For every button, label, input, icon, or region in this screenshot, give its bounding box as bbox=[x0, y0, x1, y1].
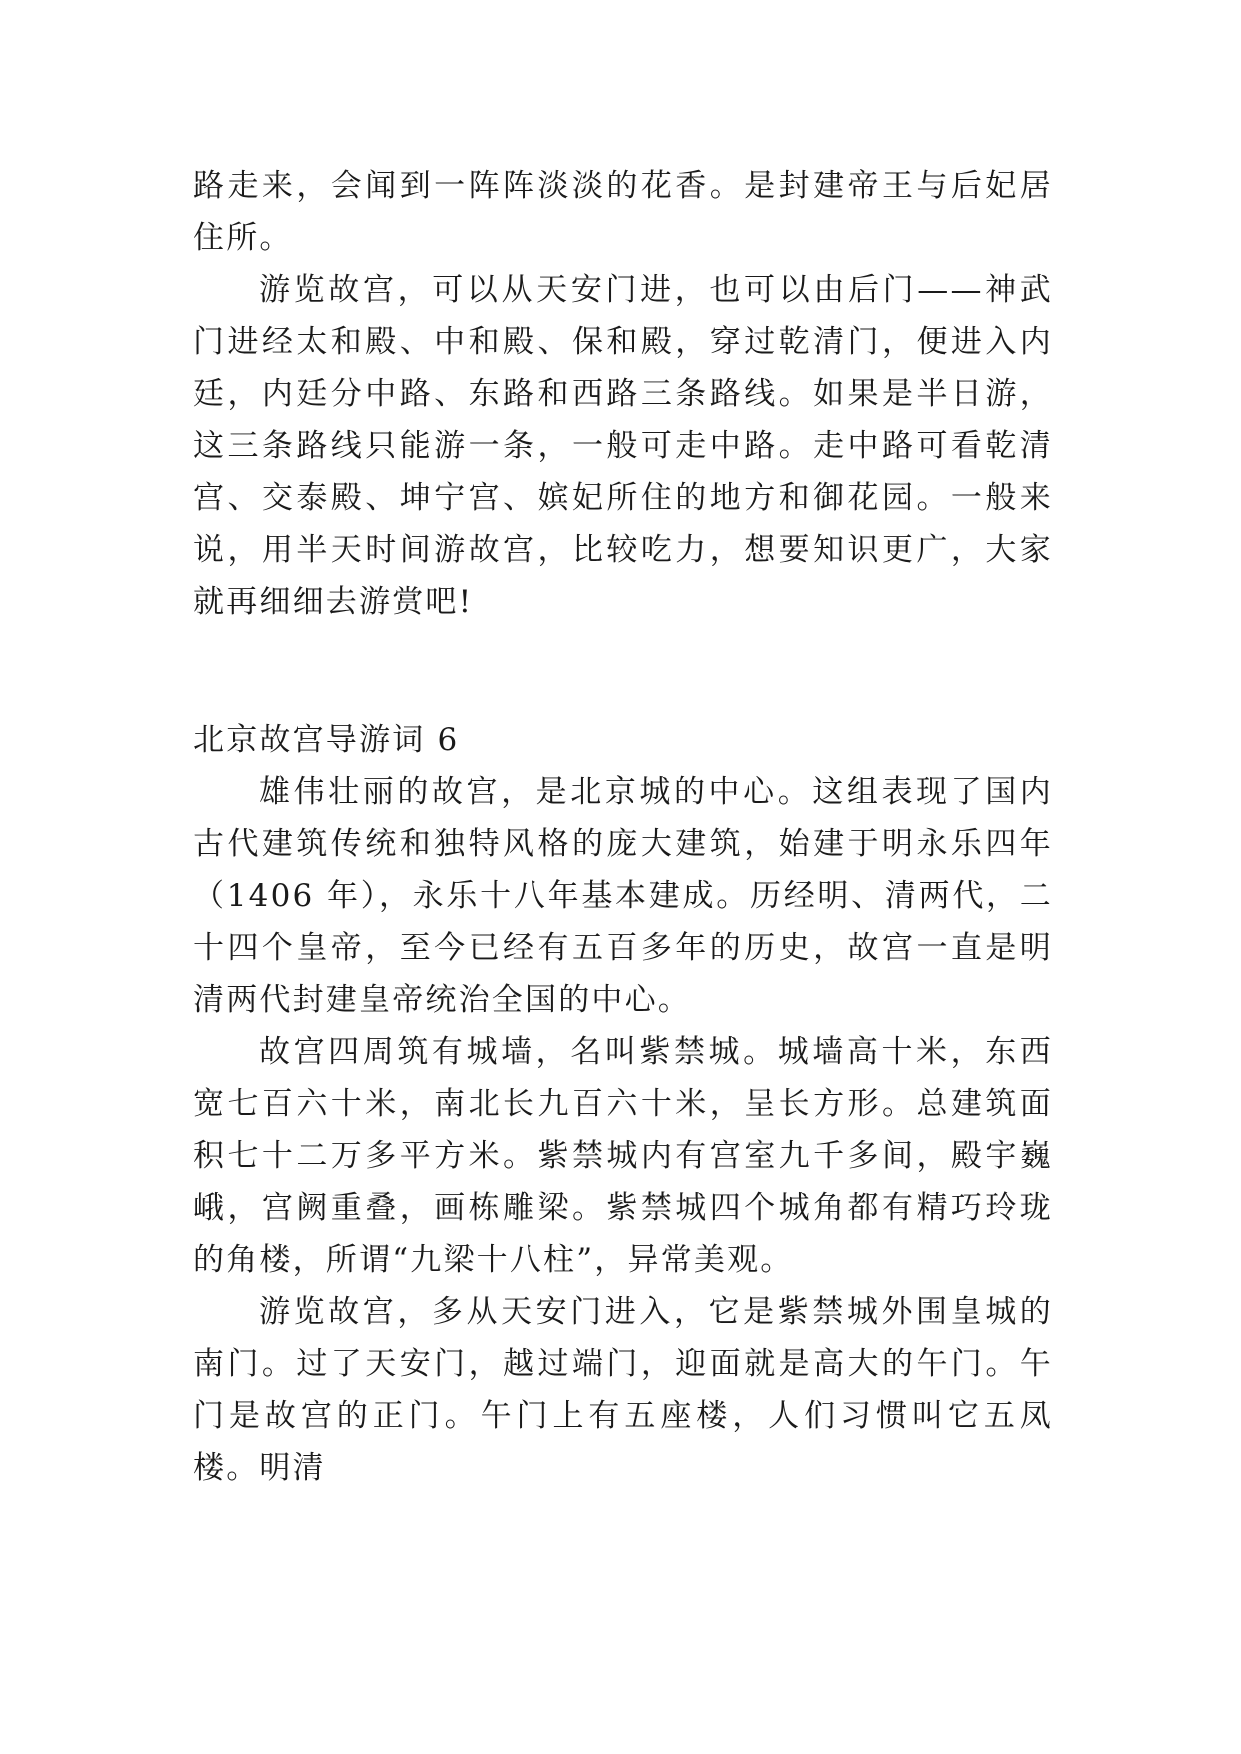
section-heading: 北京故宫导游词 6 bbox=[193, 722, 460, 758]
paragraph-intro: 雄伟壮丽的故宫，是北京城的中心。这组表现了国内古代建筑传统和独特风格的庞大建筑，始建于明永乐四年（1406 年），永乐十八年基本建成。历经明、清两代，二十四个皇帝，至今已经有五百多年的历史，故宫一直是明清两代封建皇帝统治全国的中心。 bbox=[193, 774, 1053, 1018]
continuation-paragraph: 路走来，会闻到一阵阵淡淡的花香。是封建帝王与后妃居住所。 bbox=[193, 168, 1053, 256]
section-guide-6 bbox=[193, 714, 1053, 1494]
paragraph-entrance: 游览故宫，多从天安门进入，它是紫禁城外围皇城的南门。过了天安门，越过端门，迎面就是高大的午门。午门是故宫的正门。午门上有五座楼，人们习惯叫它五凤楼。明清 bbox=[193, 1294, 1053, 1486]
paragraph-walls: 故宫四周筑有城墙，名叫紫禁城。城墙高十米，东西宽七百六十米，南北长九百六十米，呈长方形。总建筑面积七十二万多平方米。紫禁城内有宫室九千多间，殿宇巍峨，宫阙重叠，画栋雕梁。紫禁城四个城角都有精巧玲珑的角楼，所谓“九梁十八柱”，异常美观。 bbox=[193, 1034, 1053, 1278]
paragraph-tour-route: 游览故宫，可以从天安门进，也可以由后门——神武门进经太和殿、中和殿、保和殿，穿过乾清门，便进入内廷，内廷分中路、东路和西路三条路线。如果是半日游，这三条路线只能游一条，一般可走中路。走中路可看乾清宫、交泰殿、坤宁宫、嫔妃所住的地方和御花园。一般来说，用半天时间游故宫，比较吃力，想要知识更广，大家就再细细去游赏吧! bbox=[193, 272, 1053, 620]
section-top bbox=[193, 160, 1053, 628]
